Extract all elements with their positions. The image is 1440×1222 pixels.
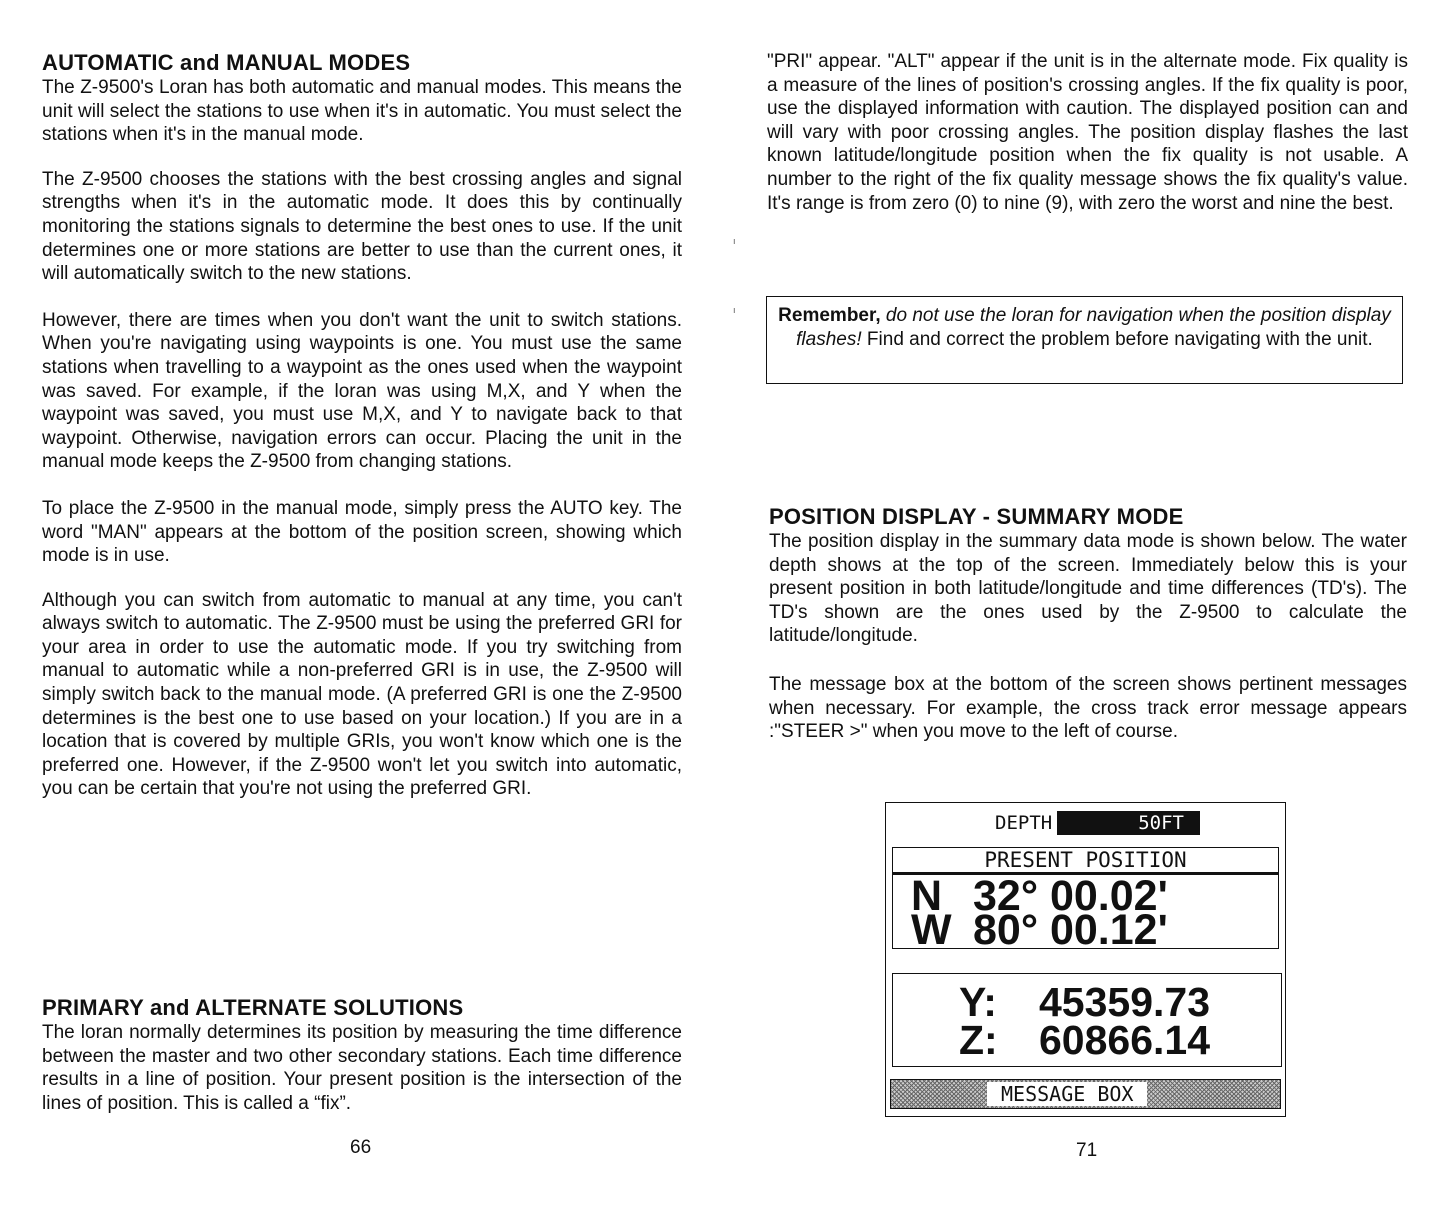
td-label-y: Y: [959,979,997,1025]
time-difference-box [892,973,1282,1067]
paragraph: The message box at the bottom of the screen shows pertinent messages when necessary. For example, the cross track error message appears :"STEER >" when you move to the left of course. [769,673,1407,743]
paragraph: The loran normally determines its position by measuring the time difference between the master and two other secondary stations. Each time difference results in a line of position. Your present position is the intersection of the lines of position. This is called a “fix”. [42,1022,682,1114]
depth-label: DEPTH [990,811,1057,835]
td-row-z [959,1017,1211,1063]
section-heading-position: POSITION DISPLAY - SUMMARY MODE [769,504,1184,529]
page-number-right: 71 [1076,1140,1098,1161]
position-screen-illustration [885,802,1286,1117]
longitude-row [911,906,1168,954]
paragraph: However, there are times when you don't want the unit to switch stations. When you're navigating using waypoints is one. You must use the same stations when travelling to a waypoint as the ones used when the waypoint was saved. For example, if the loran was using M,X, and Y when the waypoint was saved, you must use M,X, and Y to navigate back to that waypoint. Otherwise, navigation errors can occur. Placing the unit in the manual mode keeps the Z-9500 from changing stations. [42,309,682,473]
note-text: Find and correct the problem before navigating with the unit. [866,329,1373,350]
depth-bar [990,811,1200,835]
note-italic: do not use the loran for navigation when the position display flashes! [796,305,1391,350]
td-row-y [959,979,1211,1025]
depth-value: 50FT [1138,812,1184,834]
section-heading-solutions: PRIMARY and ALTERNATE SOLUTIONS [42,995,464,1020]
scan-mark: ı [733,236,736,246]
section-primary-alternate [42,995,682,1115]
present-position-box [892,847,1279,954]
present-position-heading: PRESENT POSITION [893,848,1278,875]
paragraph: Although you can switch from automatic to manual at any time, you can't always switch to automatic. The Z-9500 must be using the preferred GRI for your area in order to use the automatic mode. If you try switching from manual to automatic while a non-preferred GRI is in use, the Z-9500 will simply switch back to the manual mode. (A preferred GRI is one the Z-9500 determines is the best one to use based on your location.) If you are in a location that is covered by multiple GRIs, you won't know which one is the preferred one. However, if the Z-9500 won't let you switch into automatic, you can be certain that you're not using the preferred GRI. [42,589,682,800]
longitude-direction: W [911,906,952,954]
td-value-y: 45359.73 [1039,979,1211,1025]
td-value-z: 60866.14 [1039,1017,1211,1063]
paragraph: "PRI" appear. "ALT" appear if the unit is in the alternate mode. Fix quality is a measure of the lines of position's crossing angles. If the fix quality is poor, use the displayed information with caution. The displayed position can and will vary with poor crossing angles. The position display flashes the last known latitude/longitude position when the fix quality is not usable. A number to the right of the fix quality message shows the fix quality's value. It's range is from zero (0) to nine (9), with zero the worst and nine the best. [767,51,1408,214]
note-bold: Remember, [778,305,881,326]
scan-mark: ı [733,305,736,315]
latitude-value: 32° 00.02' [973,872,1168,920]
paragraph: The position display in the summary data mode is shown below. The water depth shows at the top of the screen. Immediately below this is your present position in both latitude/longitude and time differences (TD's). The TD's shown are the ones used by the Z-9500 to calculate the latitude/longitude. [769,531,1407,647]
section-heading-modes: AUTOMATIC and MANUAL MODES [42,50,411,75]
paragraph: The Z-9500's Loran has both automatic and manual modes. This means the unit will select the stations to use when it's in automatic. You must select the stations when it's in the manual mode. [42,77,682,146]
td-label-z: Z: [959,1017,998,1063]
message-box-text: MESSAGE BOX [987,1082,1147,1106]
section-position-display [769,504,1407,744]
latitude-direction: N [911,872,943,920]
right-page-top [767,50,1408,215]
note-box [766,296,1403,384]
paragraph: The Z-9500 chooses the stations with the best crossing angles and signal strengths when it's in the automatic mode. It does this by continually monitoring the stations signals to determine the best ones to use. If the unit determines one or more stations are better to use than the current ones, it will automatically switch to the new stations. [42,168,682,285]
paragraph: To place the Z-9500 in the manual mode, simply press the AUTO key. The word "MAN" appears at the bottom of the position screen, showing which mode is in use. [42,497,682,567]
left-page [42,50,682,801]
message-box-bar [890,1079,1281,1109]
longitude-value: 80° 00.12' [973,906,1168,954]
page-number-left: 66 [350,1137,372,1158]
